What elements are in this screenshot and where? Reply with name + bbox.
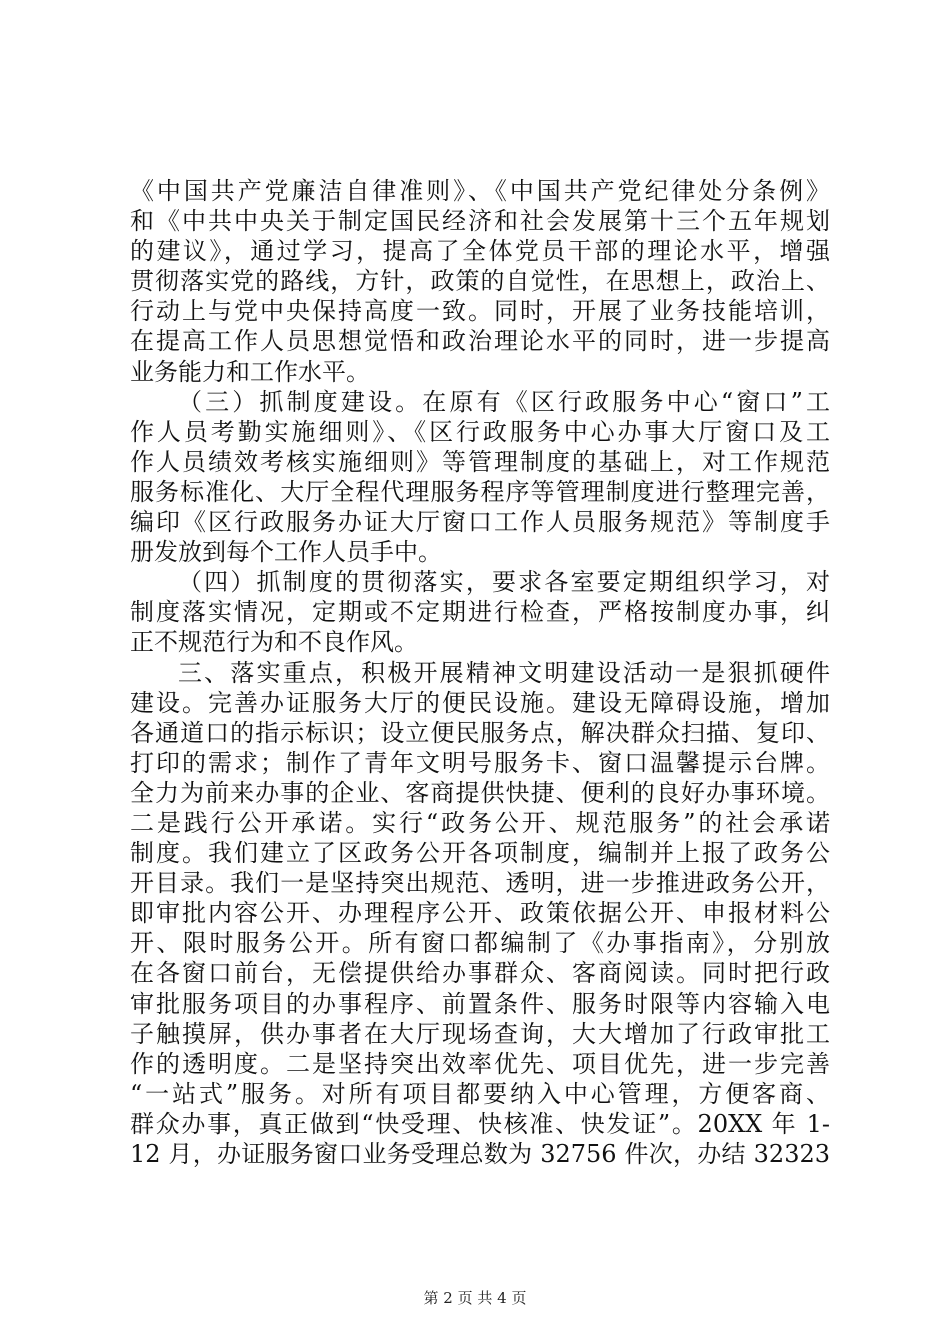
- text-line: 行动上与党中央保持高度一致。同时，开展了业务技能培训，: [130, 297, 830, 326]
- paragraph: [130, 658, 830, 1170]
- text-line: 群众办事，真正做到“快受理、快核准、快发证”。20XX 年 1-: [130, 1109, 830, 1138]
- paragraph: [130, 567, 830, 657]
- text-line: 册发放到每个工作人员手中。: [130, 538, 442, 567]
- text-line: 正不规范行为和不良作风。: [130, 628, 418, 657]
- text-line: 的建议》，通过学习，提高了全体党员干部的理论水平，增强: [130, 237, 830, 266]
- text-line: 作人员考勤实施细则》、《区行政服务中心办事大厅窗口及工: [130, 417, 830, 446]
- text-line: 二是践行公开承诺。实行“政务公开、规范服务”的社会承诺: [130, 808, 830, 837]
- text-line: 开、限时服务公开。所有窗口都编制了《办事指南》，分别放: [130, 929, 830, 958]
- text-line: 编印《区行政服务办证大厅窗口工作人员服务规范》等制度手: [130, 508, 830, 537]
- text-line: 制度落实情况，定期或不定期进行检查，严格按制度办事，纠: [130, 598, 830, 627]
- text-line: 建设。完善办证服务大厅的便民设施。建设无障碍设施，增加: [130, 688, 830, 717]
- text-line: 作人员绩效考核实施细则》等管理制度的基础上，对工作规范: [130, 447, 830, 476]
- paragraph: [130, 176, 830, 387]
- text-line: 在各窗口前台，无偿提供给办事群众、客商阅读。同时把行政: [130, 959, 830, 988]
- text-line: 业务能力和工作水平。: [130, 357, 370, 386]
- text-line: 服务标准化、大厅全程代理服务程序等管理制度进行整理完善，: [130, 477, 830, 506]
- text-line: 制度。我们建立了区政务公开各项制度，编制并上报了政务公: [130, 839, 830, 868]
- document-body: [130, 176, 830, 1169]
- text-line: （四）抓制度的贯彻落实，要求各室要定期组织学习，对: [178, 568, 830, 597]
- text-line: 即审批内容公开、办理程序公开、政策依据公开、申报材料公: [130, 899, 830, 928]
- text-line: 开目录。我们一是坚持突出规范、透明，进一步推进政务公开，: [130, 869, 830, 898]
- text-line: 三、落实重点，积极开展精神文明建设活动一是狠抓硬件: [178, 658, 830, 687]
- text-line: 各通道口的指示标识；设立便民服务点，解决群众扫描、复印、: [130, 718, 830, 747]
- text-line: “一站式”服务。对所有项目都要纳入中心管理，方便客商、: [130, 1079, 830, 1108]
- text-line: 全力为前来办事的企业、客商提供快捷、便利的良好办事环境。: [130, 778, 830, 807]
- paragraph: [130, 387, 830, 568]
- text-line: 审批服务项目的办事程序、前置条件、服务时限等内容输入电: [130, 989, 830, 1018]
- text-line: 《中国共产党廉洁自律准则》、《中国共产党纪律处分条例》: [130, 177, 830, 205]
- page-footer: 第 2 页 共 4 页: [423, 1289, 527, 1307]
- text-line: 子触摸屏，供办事者在大厅现场查询，大大增加了行政审批工: [130, 1019, 830, 1048]
- text-line: 贯彻落实党的路线，方针，政策的自觉性，在思想上，政治上、: [130, 267, 830, 296]
- text-line: 12 月，办证服务窗口业务受理总数为 32756 件次，办结 32323: [130, 1140, 830, 1168]
- text-line: 作的透明度。二是坚持突出效率优先、项目优先，进一步完善: [130, 1049, 830, 1078]
- text-line: （三）抓制度建设。在原有《区行政服务中心“窗口”工: [178, 387, 830, 416]
- text-line: 在提高工作人员思想觉悟和政治理论水平的同时，进一步提高: [130, 327, 830, 356]
- text-line: 和《中共中央关于制定国民经济和社会发展第十三个五年规划: [130, 207, 830, 236]
- text-line: 打印的需求；制作了青年文明号服务卡、窗口温馨提示台牌。: [130, 748, 830, 777]
